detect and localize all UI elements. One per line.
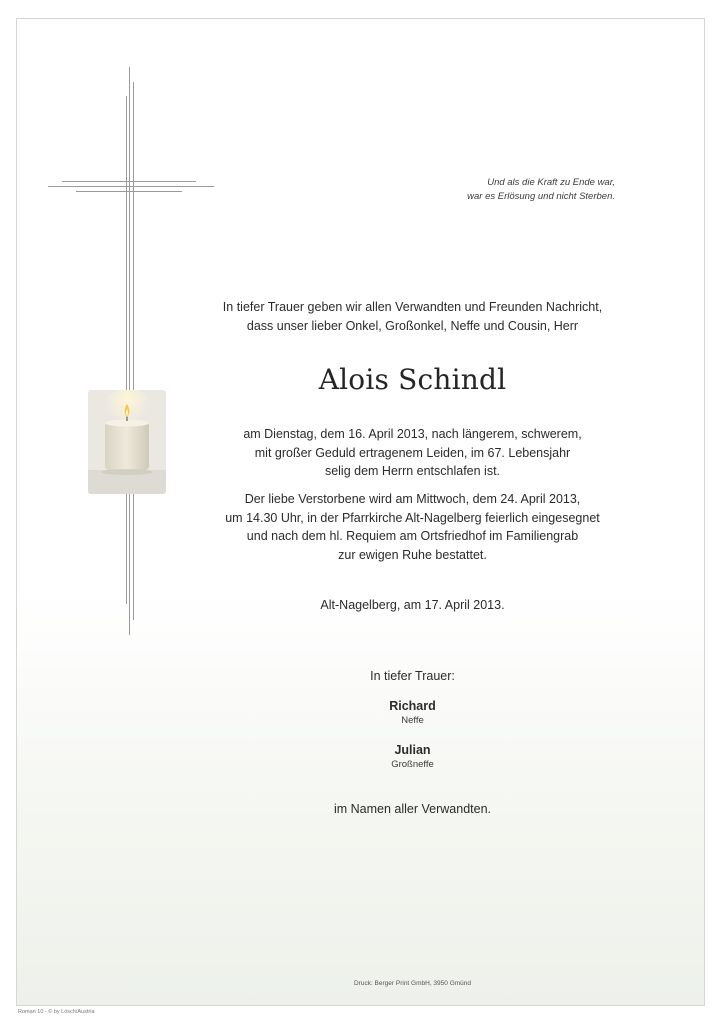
printer-credit: Druck: Berger Print GmbH, 3950 Gmünd <box>353 980 472 987</box>
place-and-date: Alt-Nagelberg, am 17. April 2013. <box>320 598 505 612</box>
death-line-3: selig dem Herrn entschlafen ist. <box>324 464 501 478</box>
death-notice <box>150 425 675 481</box>
motto-line-2: war es Erlösung und nicht Sterben. <box>467 191 615 202</box>
death-line-2: mit großer Geduld ertragenem Leiden, im 67. Lebensjahr <box>254 445 571 460</box>
motto-quote <box>355 176 615 204</box>
funeral-line-4: zur ewigen Ruhe bestattet. <box>338 547 487 562</box>
intro-line-2: dass unser lieber Onkel, Großonkel, Neffe und Cousin, Herr <box>246 319 579 333</box>
model-code: Roman 10 - © by Lösch/Austria <box>18 1009 95 1015</box>
funeral-line-1: Der liebe Verstorbene wird am Mittwoch, dem 24. April 2013, <box>244 492 581 506</box>
funeral-line-2: um 14.30 Uhr, in der Pfarrkirche Alt-Nagelberg feierlich eingesegnet <box>225 510 600 525</box>
death-line-1: am Dienstag, dem 16. April 2013, nach längerem, schwerem, <box>243 427 582 441</box>
mourner-name: Julian <box>394 743 431 757</box>
funeral-line-3: und nach dem hl. Requiem am Ortsfriedhof im Familiengrab <box>246 529 579 543</box>
mourner-entry <box>150 742 675 771</box>
mourner-name: Richard <box>389 699 436 713</box>
intro-line-1: In tiefer Trauer geben wir allen Verwandten und Freunden Nachricht, <box>222 300 603 314</box>
funeral-details <box>150 490 675 564</box>
mourner-relation: Neffe <box>401 715 424 726</box>
motto-line-1: Und als die Kraft zu Ende war, <box>487 177 615 188</box>
closing-line: im Namen aller Verwandten. <box>333 802 492 816</box>
deceased-name: Alois Schindl <box>318 363 507 396</box>
announcement-intro <box>150 298 675 336</box>
mourner-relation: Großneffe <box>391 759 434 770</box>
mourner-entry <box>150 698 675 727</box>
mourning-label: In tiefer Trauer: <box>370 669 455 683</box>
